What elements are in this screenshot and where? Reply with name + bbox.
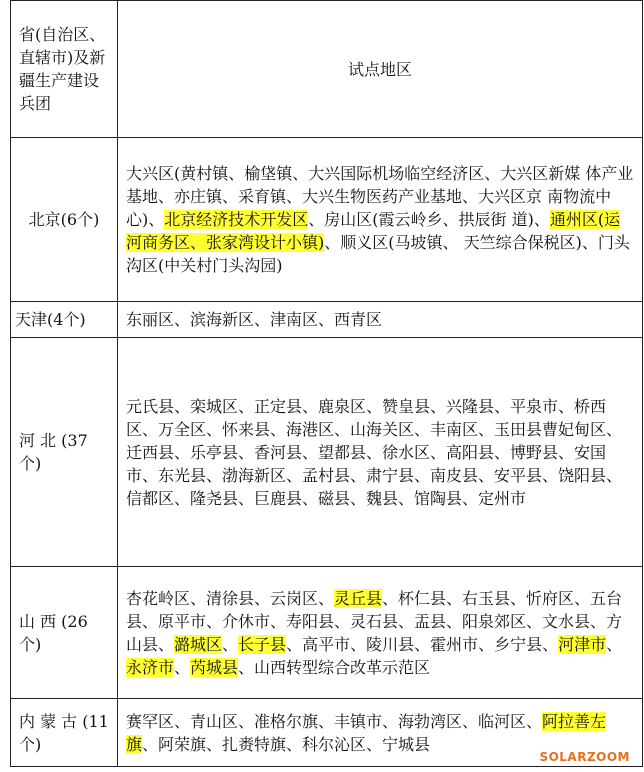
highlighted-area-text: 河津市 [558,634,607,654]
area-text: 、 [222,634,239,654]
area-text: 、 [606,634,623,654]
areas-cell [118,567,643,699]
highlighted-area-text: 灵丘县 [334,588,383,608]
area-text: 、山西转型综合改革示范区 [238,657,431,677]
province-name: 内 蒙 古 (11个) [19,711,109,754]
province-cell [11,567,118,699]
table-row [11,338,643,567]
province-name: 北京(6个) [28,210,100,229]
area-text: 、杯仁县、右玉县、忻府区、五台县、原平市、介休市、寿阳县、灵石县、盂县、阳泉郊区、文水县、方山县、 [126,588,623,654]
watermark-logo: SOLARZOOM [539,750,630,764]
areas-cell [118,338,643,567]
highlighted-area-text: 永济市 [126,657,175,677]
table-row [11,138,643,302]
highlighted-area-text: 芮城县 [190,657,239,677]
area-text: 杏花岭区、清徐县、云岗区、 [126,588,335,608]
province-cell [11,338,118,567]
area-text: 、 [174,657,191,677]
area-text: 、阿荣旗、扎赉特旗、科尔沁区、宁城县 [142,734,431,754]
highlighted-area-text: 阿拉善左旗 [126,711,607,754]
highlighted-area-text: 长子县 [238,634,287,654]
areas-cell [118,138,643,302]
header-province-cell [11,1,118,138]
area-text: 东丽区、滨海新区、津南区、西青区 [126,310,383,329]
areas-cell [118,302,643,338]
header-area-label: 试点地区 [347,59,412,79]
province-name: 山 西 (26个) [19,611,88,654]
area-text: 大兴区(黄村镇、榆垡镇、大兴国际机场临空经济区、大兴区新媒 体产业基地、亦庄镇、采育镇、大兴生物医药产业基地、大兴区京 南物流中心)、 [126,164,634,229]
area-text: 赛罕区、青山区、准格尔旗、丰镇市、海勃湾区、临河区、 [126,711,543,731]
area-text: 、顺义区(马坡镇、 天竺综合保税区)、门头沟区(中关村门头沟园) [126,233,630,275]
province-cell [11,302,118,338]
highlighted-area-text: 通州区(运河商务区、张家湾设计小镇) [126,210,621,252]
province-cell [11,138,118,302]
header-area-cell [118,1,643,138]
province-name: 天津(4个) [15,310,86,329]
area-text: 、房山区(霞云岭乡、拱辰街 道)、 [308,210,550,229]
province-name: 河 北 (37个) [19,431,88,473]
pilot-areas-table [10,0,643,767]
header-row [11,1,643,138]
area-text: 元氏县、栾城区、正定县、鹿泉区、赞皇县、兴隆县、平泉市、桥西区、万全区、怀来县、海港区、山海关区、丰南区、玉田县曹妃甸区、迁西县、乐亭县、香河县、望都县、徐水区、高阳县、博野县、安国市、东光县、渤海新区、孟村县、肃宁县、南皮县、安平县、饶阳县、信都区、隆尧县、巨鹿县、磁县、魏县、馆陶县、定州市 [126,396,623,508]
highlighted-area-text: 潞城区 [174,634,223,654]
table-row [11,302,643,338]
area-text: 、高平市、陵川县、霍州市、乡宁县、 [286,634,559,654]
header-province-label: 省(自治区、直辖市)及新疆生产建设兵团 [19,25,106,113]
highlighted-area-text: 北京经济技术开发区 [164,210,309,229]
province-cell [11,699,118,767]
table-row [11,567,643,699]
